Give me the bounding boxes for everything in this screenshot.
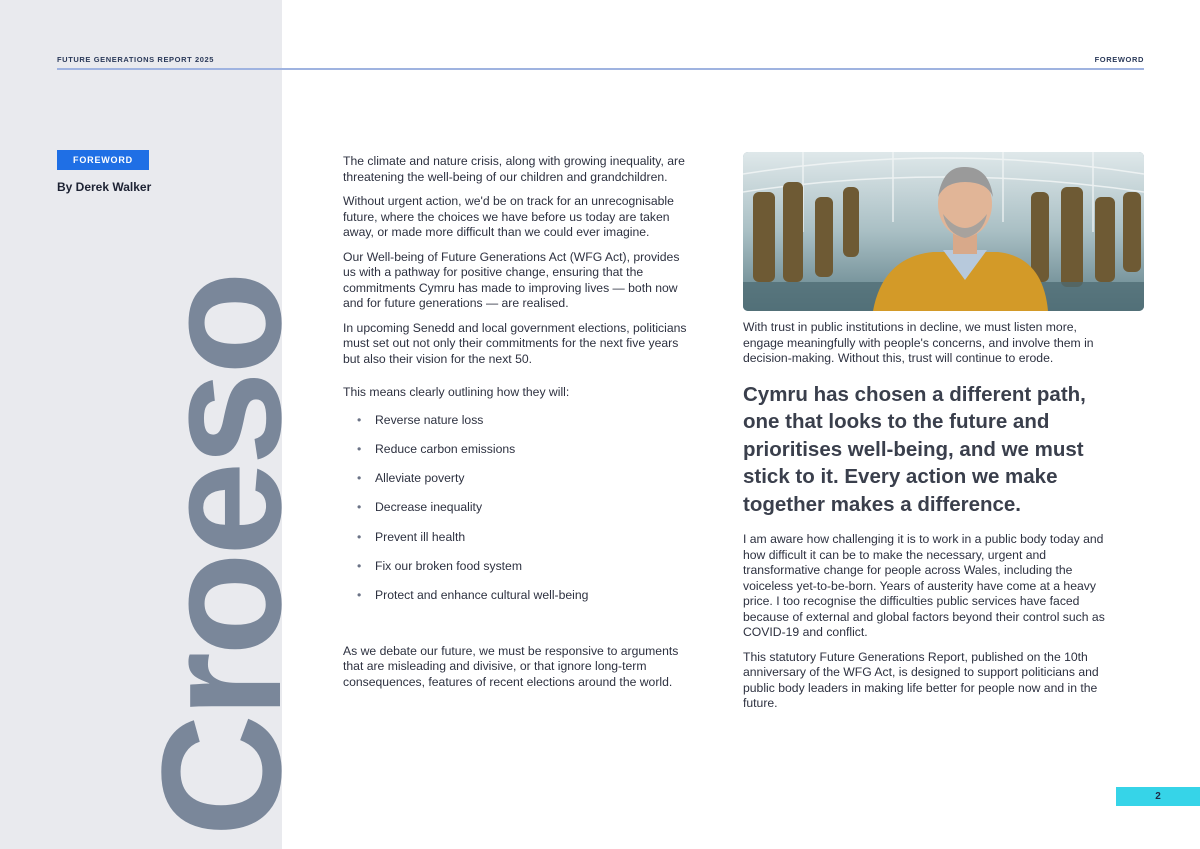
list-item — [343, 442, 688, 471]
list-item — [343, 500, 688, 529]
pull-quote: Cymru has chosen a different path, one that looks to the future and prioritises well-being, and we must stick to it. Every action we make together makes a difference. — [743, 382, 1086, 516]
author-byline: By Derek Walker — [57, 180, 152, 194]
list-item-text: Reduce carbon emissions — [375, 441, 516, 456]
bullet-icon: • — [357, 441, 362, 456]
list-item-text: Alleviate poverty — [375, 471, 465, 486]
right-column — [743, 152, 1145, 721]
bullet-icon: • — [357, 471, 362, 486]
list-item-text: Decrease inequality — [375, 500, 483, 515]
commitments-list — [343, 413, 688, 618]
body-paragraph: The climate and nature crisis, along with growing inequality, are threatening the well-being of our children and grandchildren. — [343, 154, 685, 184]
list-item — [343, 530, 688, 559]
author-photo — [743, 152, 1144, 311]
bullet-icon: • — [357, 412, 362, 427]
section-label: FOREWORD — [1094, 55, 1144, 64]
page-number: 2 — [1116, 787, 1200, 806]
list-item — [343, 471, 688, 500]
body-paragraph: I am aware how challenging it is to work in a public body today and how difficult it can be to make the necessary, urgent and transformative change for people across Wales, including the voiceless yet-to-be-born. Years of austerity have come at a heavy price. I too recognise the difficulties public services have faced because of external and global factors beyond their control such as COVID-19 and conflict. — [743, 532, 1105, 639]
portrait-illustration — [743, 152, 1144, 311]
bullet-icon: • — [357, 588, 362, 603]
report-title: FUTURE GENERATIONS REPORT 2025 — [57, 55, 215, 64]
body-paragraph: In upcoming Senedd and local government elections, politicians must set out not only their commitments for the next five years but also their vision for the next 50. — [343, 320, 687, 366]
closing-paragraph: As we debate our future, we must be responsive to arguments that are misleading and divisive, or that ignore long-term consequences, features of recent elections around the world. — [343, 643, 679, 689]
list-item-text: Prevent ill health — [375, 529, 466, 544]
section-tag: FOREWORD — [57, 150, 149, 170]
body-paragraph: Our Well-being of Future Generations Act (WFG Act), provides us with a pathway for positive change, ensuring that the commitments Cymru has made to improving lives — both now and for future generations — are realised. — [343, 249, 680, 310]
bullet-icon: • — [357, 529, 362, 544]
body-paragraph: Without urgent action, we'd be on track for an unrecognisable future, where the choices we have before us today are taken away, or made more difficult than we could ever imagine. — [343, 194, 674, 239]
header-divider — [57, 68, 1144, 70]
bullet-icon: • — [357, 558, 362, 573]
decorative-heading: Croeso — [127, 275, 317, 837]
list-item — [343, 559, 688, 588]
list-item-text: Protect and enhance cultural well-being — [375, 588, 589, 603]
list-item — [343, 588, 688, 617]
list-item-text: Reverse nature loss — [375, 412, 484, 427]
middle-column — [343, 154, 688, 699]
list-intro: This means clearly outlining how they will: — [343, 385, 570, 399]
body-paragraph: With trust in public institutions in decline, we must listen more, engage meaningfully with people's concerns, and involve them in decision-making. Without this, trust will continue to erode. — [743, 320, 1094, 365]
list-item-text: Fix our broken food system — [375, 558, 522, 573]
list-item — [343, 413, 688, 442]
bullet-icon: • — [357, 500, 362, 515]
body-paragraph: This statutory Future Generations Report, published on the 10th anniversary of the WFG Act, is designed to support politicians and public body leaders in making life better for people now and in the future. — [743, 649, 1099, 710]
